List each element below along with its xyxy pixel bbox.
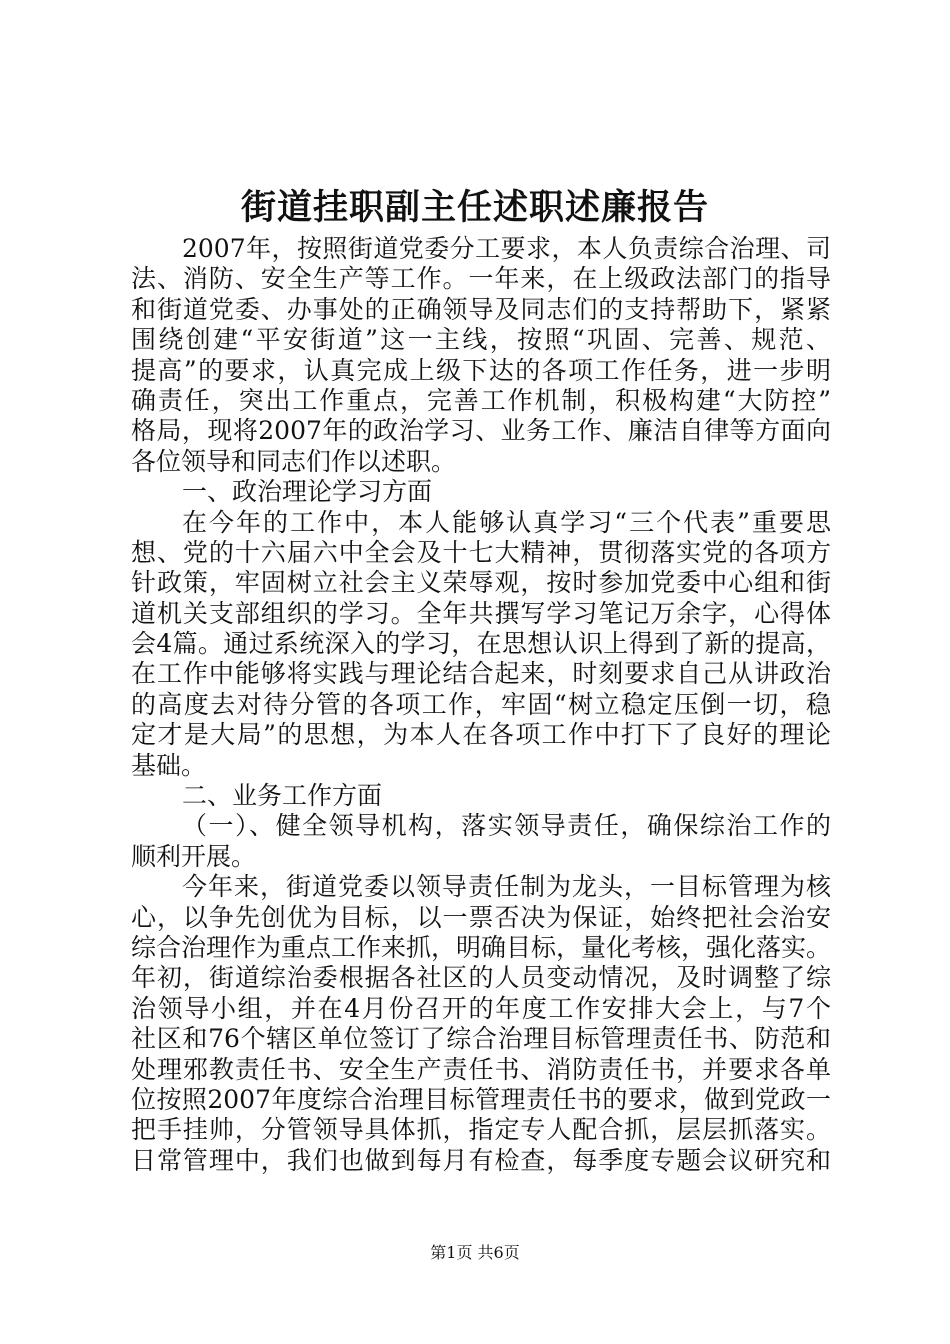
text-line: 顺利开展。 bbox=[131, 841, 257, 871]
text-line: 把手挂帅，分管领导具体抓，指定专人配合抓，层层抓落实。 bbox=[131, 1115, 831, 1145]
text-line: 格局，现将2007年的政治学习、业务工作、廉洁自律等方面向 bbox=[131, 416, 831, 446]
text-line: 2007年，按照街道党委分工要求，本人负责综合治理、司 bbox=[182, 234, 831, 263]
text-line: 今年来，街道党委以领导责任制为龙头，一目标管理为核 bbox=[182, 872, 831, 902]
text-line: 二、业务工作方面 bbox=[182, 781, 383, 811]
text-line: 想、党的十六届六中全会及十七大精神，贯彻落实党的各项方 bbox=[131, 537, 831, 567]
text-line: 处理邪教责任书、安全生产责任书、消防责任书，并要求各单 bbox=[131, 1054, 831, 1084]
text-line: 各位领导和同志们作以述职。 bbox=[131, 446, 457, 476]
text-line: 治领导小组，并在4月份召开的年度工作安排大会上，与7个 bbox=[131, 993, 831, 1023]
text-line: 提高”的要求，认真完成上级下达的各项工作任务，进一步明 bbox=[131, 355, 831, 385]
text-line: 日常管理中，我们也做到每月有检查，每季度专题会议研究和 bbox=[131, 1145, 831, 1175]
text-line: 法、消防、安全生产等工作。一年来，在上级政法部门的指导 bbox=[131, 264, 831, 294]
text-line: 在今年的工作中，本人能够认真学习“三个代表”重要思 bbox=[182, 507, 831, 537]
text-line: 道机关支部组织的学习。全年共撰写学习笔记万余字，心得体 bbox=[131, 598, 831, 628]
document-body bbox=[131, 234, 831, 1176]
text-line: 社区和76个辖区单位签订了综合治理目标管理责任书、防范和 bbox=[131, 1024, 831, 1054]
text-line: 确责任，突出工作重点，完善工作机制，积极构建“大防控” bbox=[131, 385, 831, 415]
text-line: 定才是大局”的思想，为本人在各项工作中打下了良好的理论 bbox=[131, 720, 831, 750]
text-line: 的高度去对待分管的各项工作，牢固“树立稳定压倒一切，稳 bbox=[131, 689, 831, 719]
text-line: 会4篇。通过系统深入的学习，在思想认识上得到了新的提高， bbox=[131, 629, 831, 659]
text-line: 年初，街道综治委根据各社区的人员变动情况，及时调整了综 bbox=[131, 963, 831, 993]
text-line: 一、政治理论学习方面 bbox=[182, 477, 433, 507]
page-title: 街道挂职副主任述职述廉报告 bbox=[240, 187, 709, 228]
text-line: 基础。 bbox=[131, 750, 207, 780]
text-line: 在工作中能够将实践与理论结合起来，时刻要求自己从讲政治 bbox=[131, 659, 831, 689]
text-line: 和街道党委、办事处的正确领导及同志们的支持帮助下，紧紧 bbox=[131, 294, 831, 324]
text-line: 综合治理作为重点工作来抓，明确目标，量化考核，强化落实。 bbox=[131, 932, 832, 962]
text-line: 围绕创建“平安街道”这一主线，按照“巩固、完善、规范、 bbox=[131, 325, 831, 355]
text-line: 位按照2007年度综合治理目标管理责任书的要求，做到党政一 bbox=[131, 1084, 831, 1114]
text-line: （一）、健全领导机构，落实领导责任，确保综治工作的 bbox=[182, 811, 831, 841]
page-number-footer: 第1页 共6页 bbox=[430, 1243, 520, 1262]
text-line: 心，以争先创优为目标，以一票否决为保证，始终把社会治安 bbox=[131, 902, 831, 932]
text-line: 针政策，牢固树立社会主义荣辱观，按时参加党委中心组和街 bbox=[131, 568, 831, 598]
